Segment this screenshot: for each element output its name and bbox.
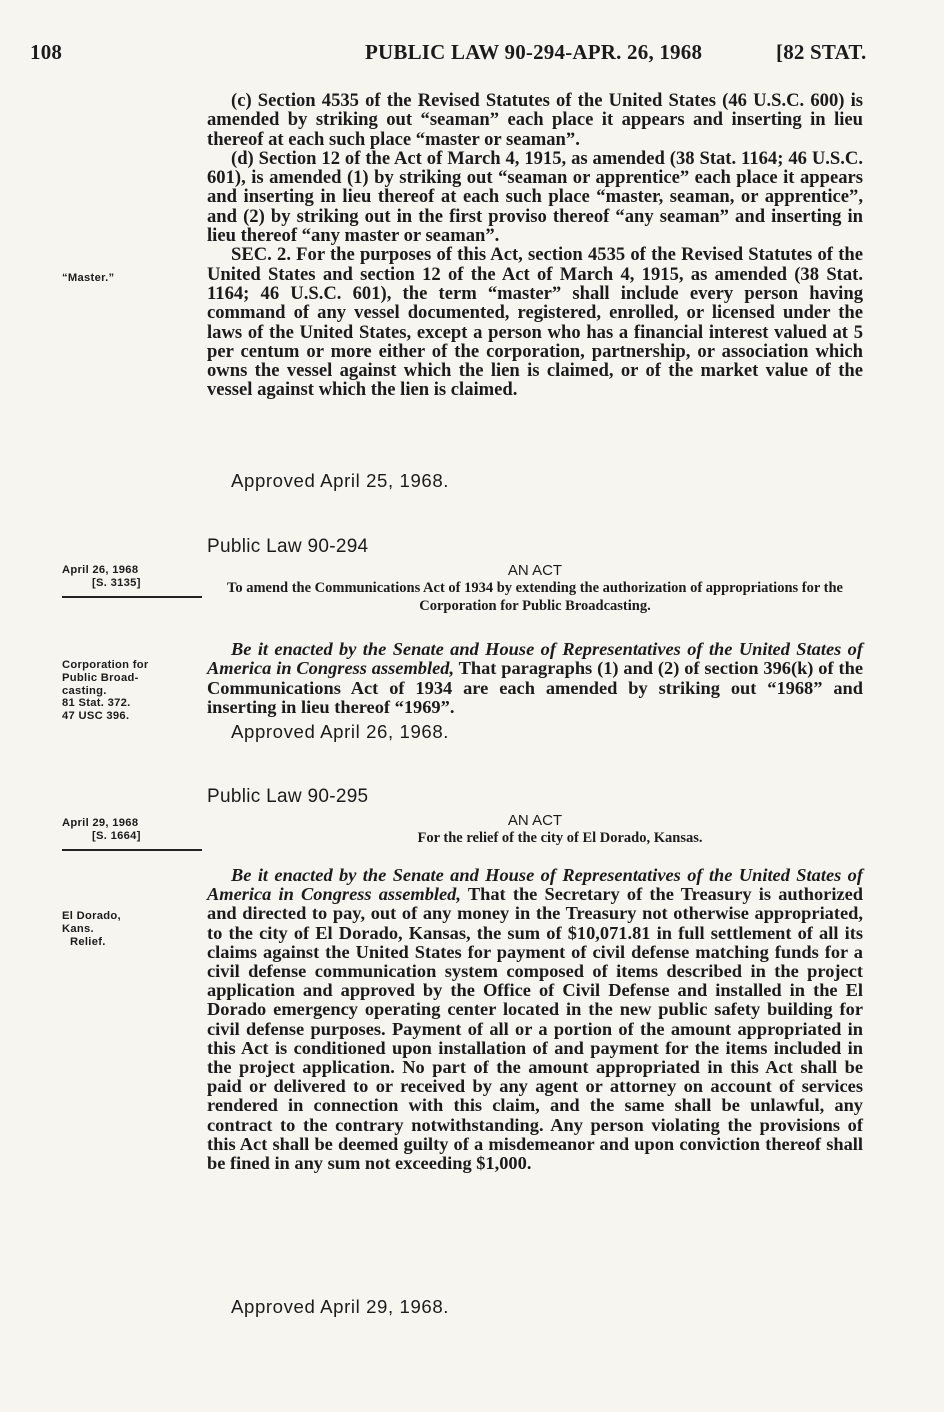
pl294-body [207, 640, 863, 717]
pl295-title: For the relief of the city of El Dorado, Kansas. [417, 830, 703, 846]
margin-cpb-line4: 81 Stat. 372. [62, 697, 131, 710]
public-law-90-295-label: Public Law 90-295 [207, 786, 369, 807]
section-2: SEC. 2. For the purposes of this Act, section 4535 of the Revised Statutes of the United States and section 12 of the Act of March 4, 1915, as amended (38 Stat. 1164; 46 U.S.C. 601), the term “master” shall include every person having command of any vessel documented, registered, enrolled, or licensed under the laws of the United States, except a person who has a financial interest valued at 5 per centum or more either of the corporation, partnership, or association which owns the vessel against which the lien is claimed, or of the market value of the vessel against which the lien is claimed. [207, 244, 863, 401]
margin-eld-line2: Kans. [62, 922, 94, 935]
page-number: 108 [30, 40, 63, 64]
pl295-an-act: AN ACT [507, 812, 563, 829]
pl295-body [207, 866, 863, 1173]
margin-cpb [62, 659, 192, 723]
margin-rule-pl295 [62, 849, 202, 851]
section-text-block [207, 91, 863, 400]
section-d: (d) Section 12 of the Act of March 4, 1915, as amended (38 Stat. 1164; 46 U.S.C. 601), is amended (1) by striking out “seaman or apprentice” each place it appears and inserting in lieu thereof at each such place “master, seaman, or apprentice”, and (2) by striking out in the first proviso thereof “any seaman” and inserting in lieu thereof “any master or seaman”. [207, 147, 863, 247]
public-law-90-294-label: Public Law 90-294 [207, 536, 369, 557]
approved-april-29: Approved April 29, 1968. [231, 1296, 450, 1317]
section-c: (c) Section 4535 of the Revised Statutes of the United States (46 U.S.C. 600) is amended by striking out “seaman” each place it appears and inserting in lieu thereof at each such place “master or seaman”. [207, 90, 863, 150]
approved-april-26: Approved April 26, 1968. [231, 721, 450, 742]
approved-april-25: Approved April 25, 1968. [231, 470, 450, 491]
margin-pl294-bill: [S. 3135] [92, 577, 141, 589]
margin-note-master: “Master.” [62, 272, 115, 284]
pl294-text: That paragraphs (1) and (2) of section 396(k) of the Communications Act of 1934 are each amended by striking out “1968” and inserting in lieu thereof “1969”. [207, 658, 863, 717]
pl295-enacting-clause: Be it enacted by the Senate and House of Representatives of the United States of America in Congress assembled, [207, 865, 863, 905]
volume-label: [82 STAT. [776, 40, 867, 64]
pl294-title: To amend the Communications Act of 1934 by extending the authorization of appropriations for the Corporation for Public Broadcasting. [226, 580, 843, 614]
pl294-an-act: AN ACT [507, 562, 563, 579]
margin-el-dorado [62, 910, 192, 948]
margin-rule-pl294 [62, 596, 202, 598]
margin-cpb-line2: Public Broad- [62, 671, 139, 684]
margin-eld-line3: Relief. [70, 935, 106, 948]
margin-cpb-line1: Corporation for [62, 659, 149, 671]
margin-pl295-bill: [S. 1664] [92, 830, 141, 842]
margin-eld-line1: El Dorado, [62, 910, 121, 922]
running-title: PUBLIC LAW 90-294-APR. 26, 1968 [365, 40, 703, 64]
margin-cpb-line3: casting. [62, 684, 107, 697]
margin-cpb-line5: 47 USC 396. [62, 710, 130, 723]
margin-pl294-date: April 26, 1968 [62, 564, 139, 576]
pl294-enacting-clause: Be it enacted by the Senate and House of Representatives of the United States of America in Congress assembled, [207, 639, 863, 679]
pl295-text: That the Secretary of the Treasury is authorized and directed to pay, out of any money in the Treasury not otherwise appropriated, to the city of El Dorado, Kansas, the sum of $10,071.81 in full settlement of all its claims against the United States for payment of civil defense matching funds for a civil defense communication system composed of items described in the project application and approved by the Office of Civil Defense and installed in the El Dorado emergency operating center located in the new public safety building for civil defense purposes. Payment of all or a portion of the amount appropriated in this Act is conditioned upon installation of and payment for the items included in the project application. No part of the amount appropriated in this Act shall be paid or delivered to or received by any agent or attorney on account of services rendered in connection with this claim, and the same shall be unlawful, any contract to the contrary notwithstanding. Any person violating the provisions of this Act shall be deemed guilty of a misdemeanor and upon conviction thereof shall be fined in any sum not exceeding $1,000. [207, 884, 863, 1174]
margin-pl295-date: April 29, 1968 [62, 817, 139, 829]
